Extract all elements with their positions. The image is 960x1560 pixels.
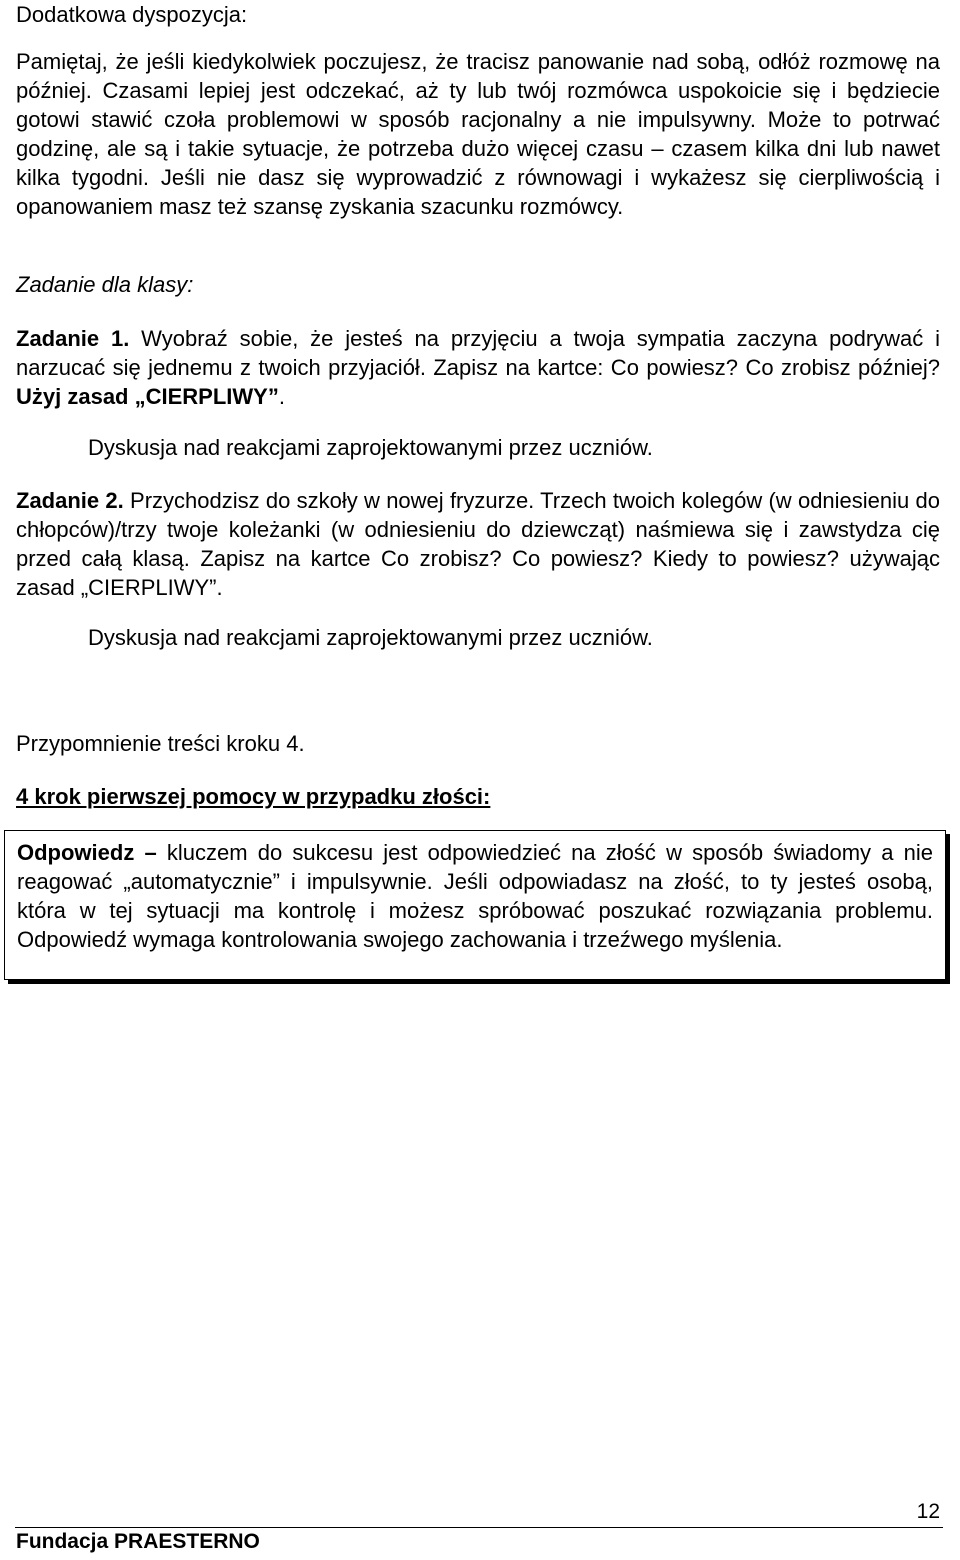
task-2-label: Zadanie 2. (16, 488, 124, 513)
class-task-heading: Zadanie dla klasy: (16, 272, 194, 297)
task-2 (16, 486, 940, 602)
paragraph-reminder-advice: Pamiętaj, że jeśli kiedykolwiek poczujesz, że tracisz panowanie nad sobą, odłóż rozmowę na później. Czasami lepiej jest odczekać, aż ty lub twój rozmówca uspokoicie się i będziecie gotowi stawić czoła problemowi w sposób racjonalny a nie impulsywny. Może to potrwać godzinę, ale są i takie sytuacje, że potrzeba dużo więcej czasu – czasem kilka dni lub nawet kilka tygodni. Jeśli nie dasz się wyprowadzić z równowagi i wykażesz się cierpliwością i opanowaniem masz też szansę zyskania szacunku rozmówcy. (16, 49, 940, 219)
discussion-note-1: Dyskusja nad reakcjami zaprojektowanymi przez uczniów. (88, 435, 653, 460)
task-1-label: Zadanie 1. (16, 326, 130, 351)
task-1-rule: Użyj zasad „CIERPLIWY” (16, 384, 279, 409)
section-heading-extra: Dodatkowa dyspozycja: (16, 2, 248, 27)
task-1 (16, 324, 940, 411)
task-2-text: Przychodzisz do szkoły w nowej fryzurze. Trzech twoich kolegów (w odniesieniu do chłopców)/trzy twoje koleżanki (w odniesieniu do dziewcząt) naśmiewa się i zawstydza cię przed całą klasą. Zapisz na kartce Co zrobisz? Co powiesz? Kiedy to powiesz? używając zasad „CIERPLIWY”. (16, 488, 941, 600)
answer-definition-body: kluczem do sukcesu jest odpowiedzieć na złość w sposób świadomy a nie reagować „automatycznie” i impulsywnie. Jeśli odpowiadasz na złość, to ty jesteś osobą, która w tej sytuacji ma kontrolę i możesz spróbować poszukać rozwiązania problemu. Odpowiedź wymaga kontrolowania swojego zachowania i trzeźwego myślenia. (17, 840, 933, 952)
step-4-heading: 4 krok pierwszej pomocy w przypadku złości: (16, 784, 491, 809)
answer-definition-box (4, 830, 946, 980)
answer-definition-text (17, 838, 933, 954)
footer-organization: Fundacja PRAESTERNO (16, 1530, 260, 1553)
task-1-end: . (278, 384, 285, 409)
task-1-text: Wyobraź sobie, że jesteś na przyjęciu a twoja sympatia zaczyna podrywać i narzucać się jednemu z twoich przyjaciół. Zapisz na kartce: Co powiesz? Co zrobisz później? (16, 326, 940, 380)
answer-definition-lead: Odpowiedz – (17, 840, 157, 865)
discussion-note-2: Dyskusja nad reakcjami zaprojektowanymi przez uczniów. (88, 625, 653, 650)
page-number: 12 (916, 1500, 940, 1523)
step-reminder: Przypomnienie treści kroku 4. (16, 731, 305, 756)
